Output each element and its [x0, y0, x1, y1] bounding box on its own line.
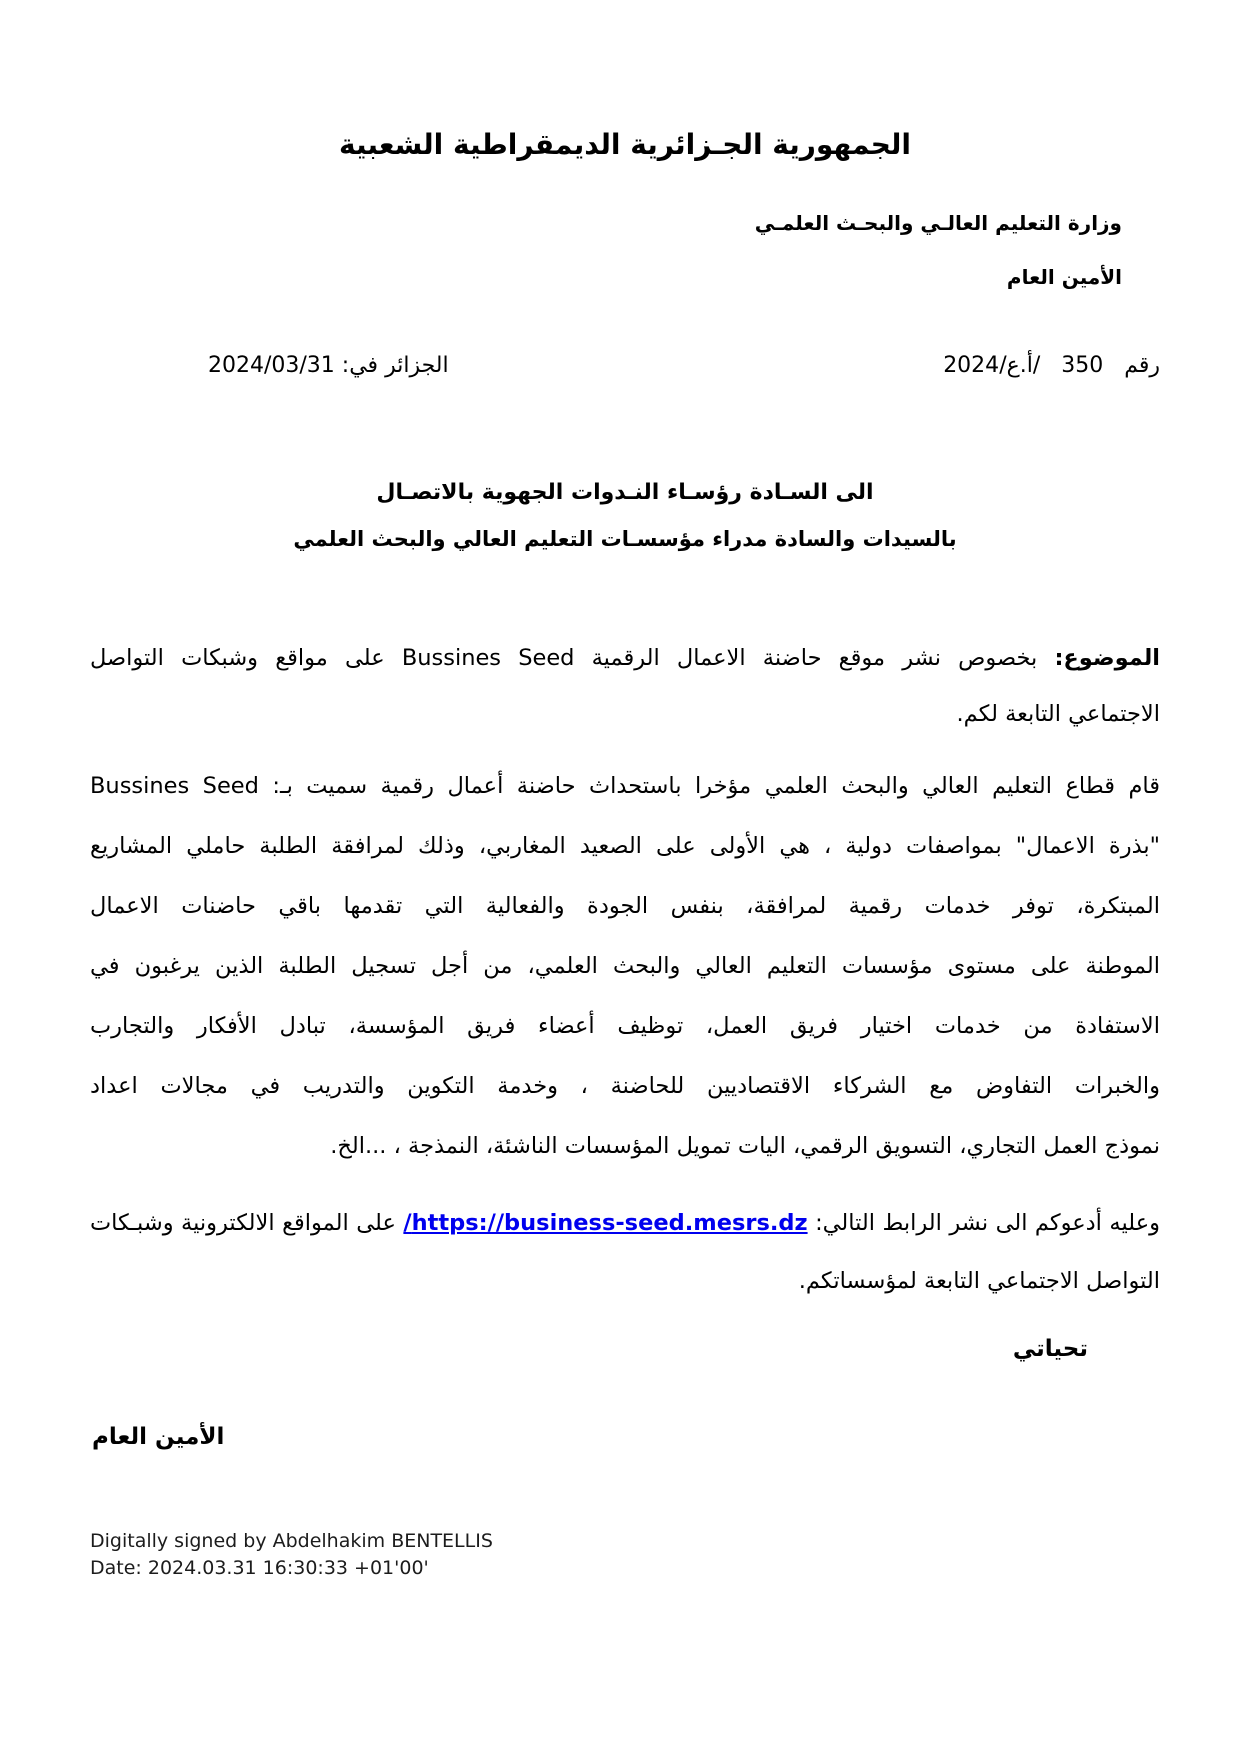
subject-line-1 [90, 630, 1160, 686]
signature-title: الأمين العام [92, 1424, 225, 1450]
recipient-line-2: بالسيدات والسادة مدراء مؤسسـات التعليم العالي والبحث العلمي [293, 527, 957, 551]
incubator-site-link[interactable]: https://business-seed.mesrs.dz/ [403, 1210, 808, 1236]
salutation: تحياتي [1012, 1336, 1088, 1362]
closing-post-link: على المواقع الالكترونية وشبـكات [90, 1210, 404, 1236]
body-line: قام قطاع التعليم العالي والبحث العلمي مؤخرا باستحداث حاضنة أعمال رقمية سميت بـ: Bussines Seed [90, 773, 1160, 799]
closing-line-2: التواصل الاجتماعي التابعة لمؤسساتكم. [798, 1268, 1160, 1294]
closing-line-1 [90, 1194, 1160, 1252]
body-line: والخبرات التفاوض مع الشركاء الاقتصاديين للحاضنة ، وخدمة التكوين والتدريب في مجالات اعداد [90, 1073, 1160, 1099]
digital-signature [90, 1528, 1160, 1582]
body-line: الاستفادة من خدمات اختيار فريق العمل، توظيف أعضاء فريق المؤسسة، تبادل الأفكار والتجارب [90, 1013, 1160, 1039]
body-line: الموطنة على مستوى مؤسسات التعليم العالي والبحث العلمي، من أجل تسجيل الطلبة الذين يرغبون في [90, 953, 1160, 979]
body-paragraph [90, 756, 1160, 1176]
subject-block [90, 630, 1160, 742]
ministry-name: وزارة التعليم العالـي والبحـث العلمـي [754, 211, 1122, 235]
place-date: الجزائر في: 2024/03/31 [208, 353, 449, 378]
letterhead [90, 196, 1160, 304]
body-line: المبتكرة، توفر خدمات رقمية لمرافقة، بنفس الجودة والفعالية التي تقدمها باقي حاضنات الاعمال [90, 893, 1160, 919]
subject-label: الموضوع: [1054, 645, 1161, 671]
digital-signature-date: Date: 2024.03.31 16:30:33 +01'00' [90, 1557, 429, 1579]
reference-number: رقم 350 /أ.ع/2024 [943, 353, 1160, 378]
subject-line-2: الاجتماعي التابعة لكم. [956, 701, 1160, 727]
closing-paragraph [90, 1194, 1160, 1310]
body-line: نموذج العمل التجاري، التسويق الرقمي، اليات تمويل المؤسسات الناشئة، النمذجة ، ...الخ. [330, 1133, 1160, 1159]
recipients-block [90, 472, 1160, 564]
recipient-line-1: الى السـادة رؤسـاء النـدوات الجهوية بالاتصـال [376, 480, 874, 505]
digital-signature-signer: Digitally signed by Abdelhakim BENTELLIS [90, 1530, 493, 1552]
republic-title: الجمهورية الجـزائرية الديمقراطية الشعبية [338, 128, 912, 161]
reference-row [90, 346, 1160, 386]
closing-pre-link: وعليه أدعوكم الى نشر الرابط التالي: [807, 1210, 1160, 1236]
body-line: "بذرة الاعمال" بمواصفات دولية ، هي الأولى على الصعيد المغاربي، وذلك لمرافقة الطلبة حاملي المشاريع [90, 833, 1160, 859]
subject-text: بخصوص نشر موقع حاضنة الاعمال الرقمية Bussines Seed على مواقع وشبكات التواصل [90, 645, 1038, 671]
office-name: الأمين العام [1006, 265, 1122, 289]
